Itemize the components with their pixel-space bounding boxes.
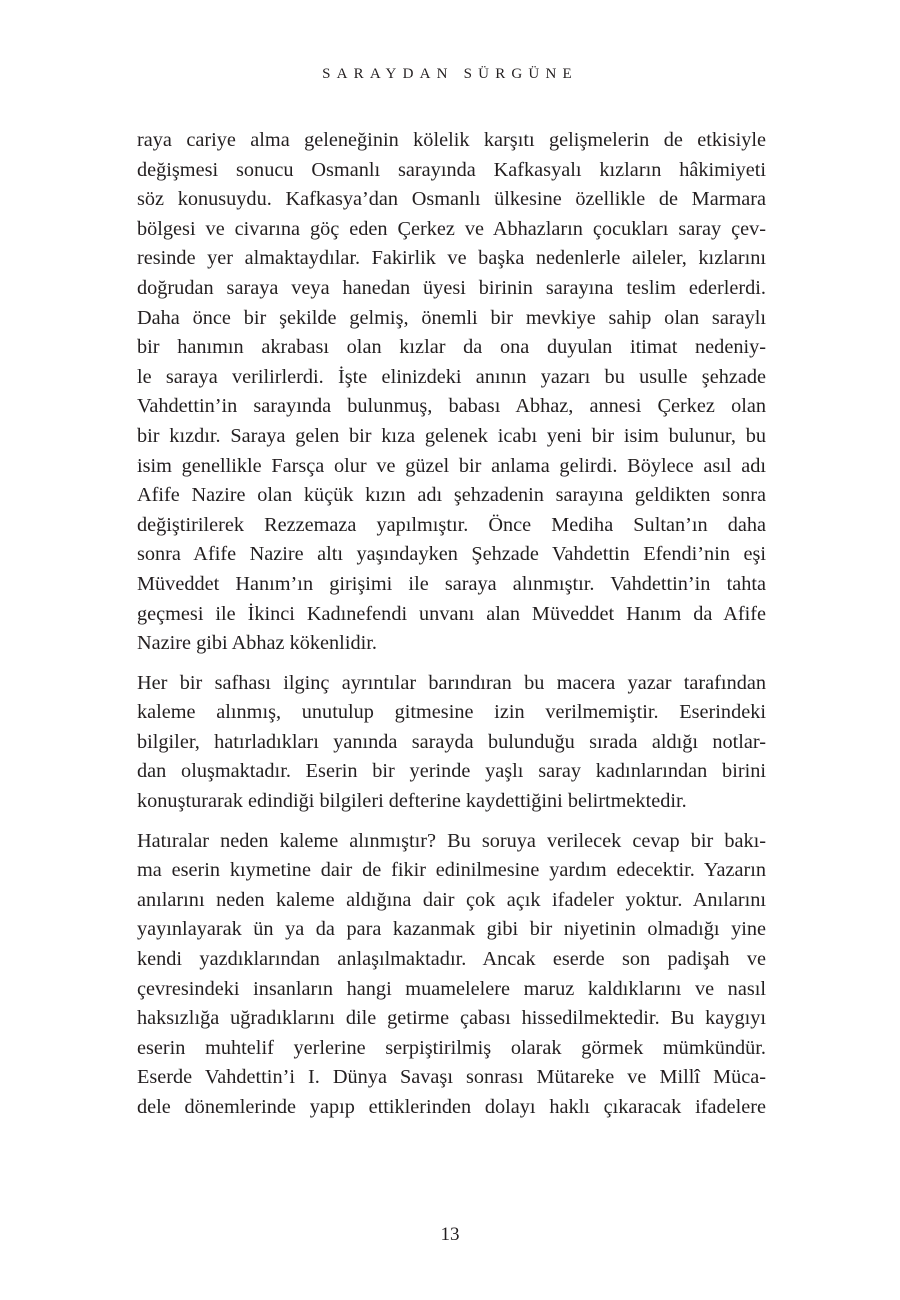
text-line: bir hanımın akrabası olan kızlar da ona duyulan itimat nedeniy- — [137, 336, 766, 359]
text-line: le saraya verilirlerdi. İşte elinizdeki anının yazarı bu usulle şehzade — [137, 365, 766, 388]
text-line: değiştirilerek Rezzemaza yapılmıştır. Önce Mediha Sultan’ın daha — [137, 513, 766, 536]
text-line: kaleme alınmış, unutulup gitmesine izin verilmemiştir. Eserindeki — [137, 701, 766, 724]
text-line: Her bir safhası ilginç ayrıntılar barındıran bu macera yazar tarafından — [137, 671, 766, 694]
text-line: Eserde Vahdettin’i I. Dünya Savaşı sonrası Mütareke ve Millî Müca- — [137, 1066, 766, 1089]
text-line: dele dönemlerinde yapıp ettiklerinden dolayı haklı çıkaracak ifadelere — [137, 1096, 766, 1118]
text-line: bölgesi ve civarına göç eden Çerkez ve Abhazların çocukları saray çev- — [137, 217, 766, 240]
text-line: Nazire gibi Abhaz kökenlidir. — [137, 632, 377, 655]
text-line: anılarını neden kaleme aldığına dair çok açık ifadeler yoktur. Anılarını — [137, 888, 766, 911]
text-line: geçmesi ile İkinci Kadınefendi unvanı alan Müveddet Hanım da Afife — [137, 602, 766, 625]
text-line: dan oluşmaktadır. Eserin bir yerinde yaşlı saray kadınlarından birini — [137, 760, 766, 783]
paragraph — [137, 669, 766, 817]
text-line: Afife Nazire olan küçük kızın adı şehzadenin sarayına geldikten sonra — [137, 484, 766, 507]
body-text — [137, 126, 766, 1133]
text-line: bir kızdır. Saraya gelen bir kıza gelenek icabı yeni bir isim bulunur, bu — [137, 424, 766, 447]
text-line: doğrudan saraya veya hanedan üyesi birinin sarayına teslim ederlerdi. — [137, 276, 766, 299]
text-line: söz konusuydu. Kafkasya’dan Osmanlı ülkesine özellikle de Marmara — [137, 188, 766, 211]
text-line: haksızlığa uğradıklarını dile getirme çabası hissedilmektedir. Bu kaygıyı — [137, 1007, 766, 1030]
text-line: sonra Afife Nazire altı yaşındayken Şehzade Vahdettin Efendi’nin eşi — [137, 543, 766, 566]
text-line: Hatıralar neden kaleme alınmıştır? Bu soruya verilecek cevap bir bakı- — [137, 829, 766, 852]
text-line: Daha önce bir şekilde gelmiş, önemli bir mevkiye sahip olan saraylı — [137, 306, 766, 329]
paragraph — [137, 126, 766, 659]
page-number: 13 — [440, 1224, 460, 1245]
running-header: SARAYDAN SÜRGÜNE — [322, 66, 578, 82]
text-line: çevresindeki insanların hangi muamelelere maruz kaldıklarını ve nasıl — [137, 977, 766, 1000]
text-line: isim genellikle Farsça olur ve güzel bir anlama gelirdi. Böylece asıl adı — [137, 454, 766, 477]
text-line: Vahdettin’in sarayında bulunmuş, babası Abhaz, annesi Çerkez olan — [137, 395, 766, 418]
text-line: raya cariye alma geleneğinin kölelik karşıtı gelişmelerin de etkisiyle — [137, 129, 766, 151]
text-line: resinde yer almaktaydılar. Fakirlik ve başka nedenlerle aileler, kızlarını — [137, 247, 766, 270]
paragraph — [137, 827, 766, 1123]
text-line: kendi yazdıklarından anlaşılmaktadır. Ancak eserde son padişah ve — [137, 948, 766, 971]
text-line: yayınlayarak ün ya da para kazanmak gibi bir niyetinin olmadığı yine — [137, 918, 766, 941]
text-line: Müveddet Hanım’ın girişimi ile saraya alınmıştır. Vahdettin’in tahta — [137, 572, 766, 595]
text-line: değişmesi sonucu Osmanlı sarayında Kafkasyalı kızların hâkimiyeti — [137, 158, 766, 181]
text-line: konuşturarak edindiği bilgileri defterine kaydettiğini belirtmektedir. — [137, 790, 687, 813]
text-line: ma eserin kıymetine dair de fikir edinilmesine yardım edecektir. Yazarın — [137, 859, 766, 882]
text-line: eserin muhtelif yerlerine serpiştirilmiş olarak görmek mümkündür. — [137, 1036, 766, 1059]
text-line: bilgiler, hatırladıkları yanında sarayda bulunduğu sırada aldığı notlar- — [137, 730, 766, 753]
